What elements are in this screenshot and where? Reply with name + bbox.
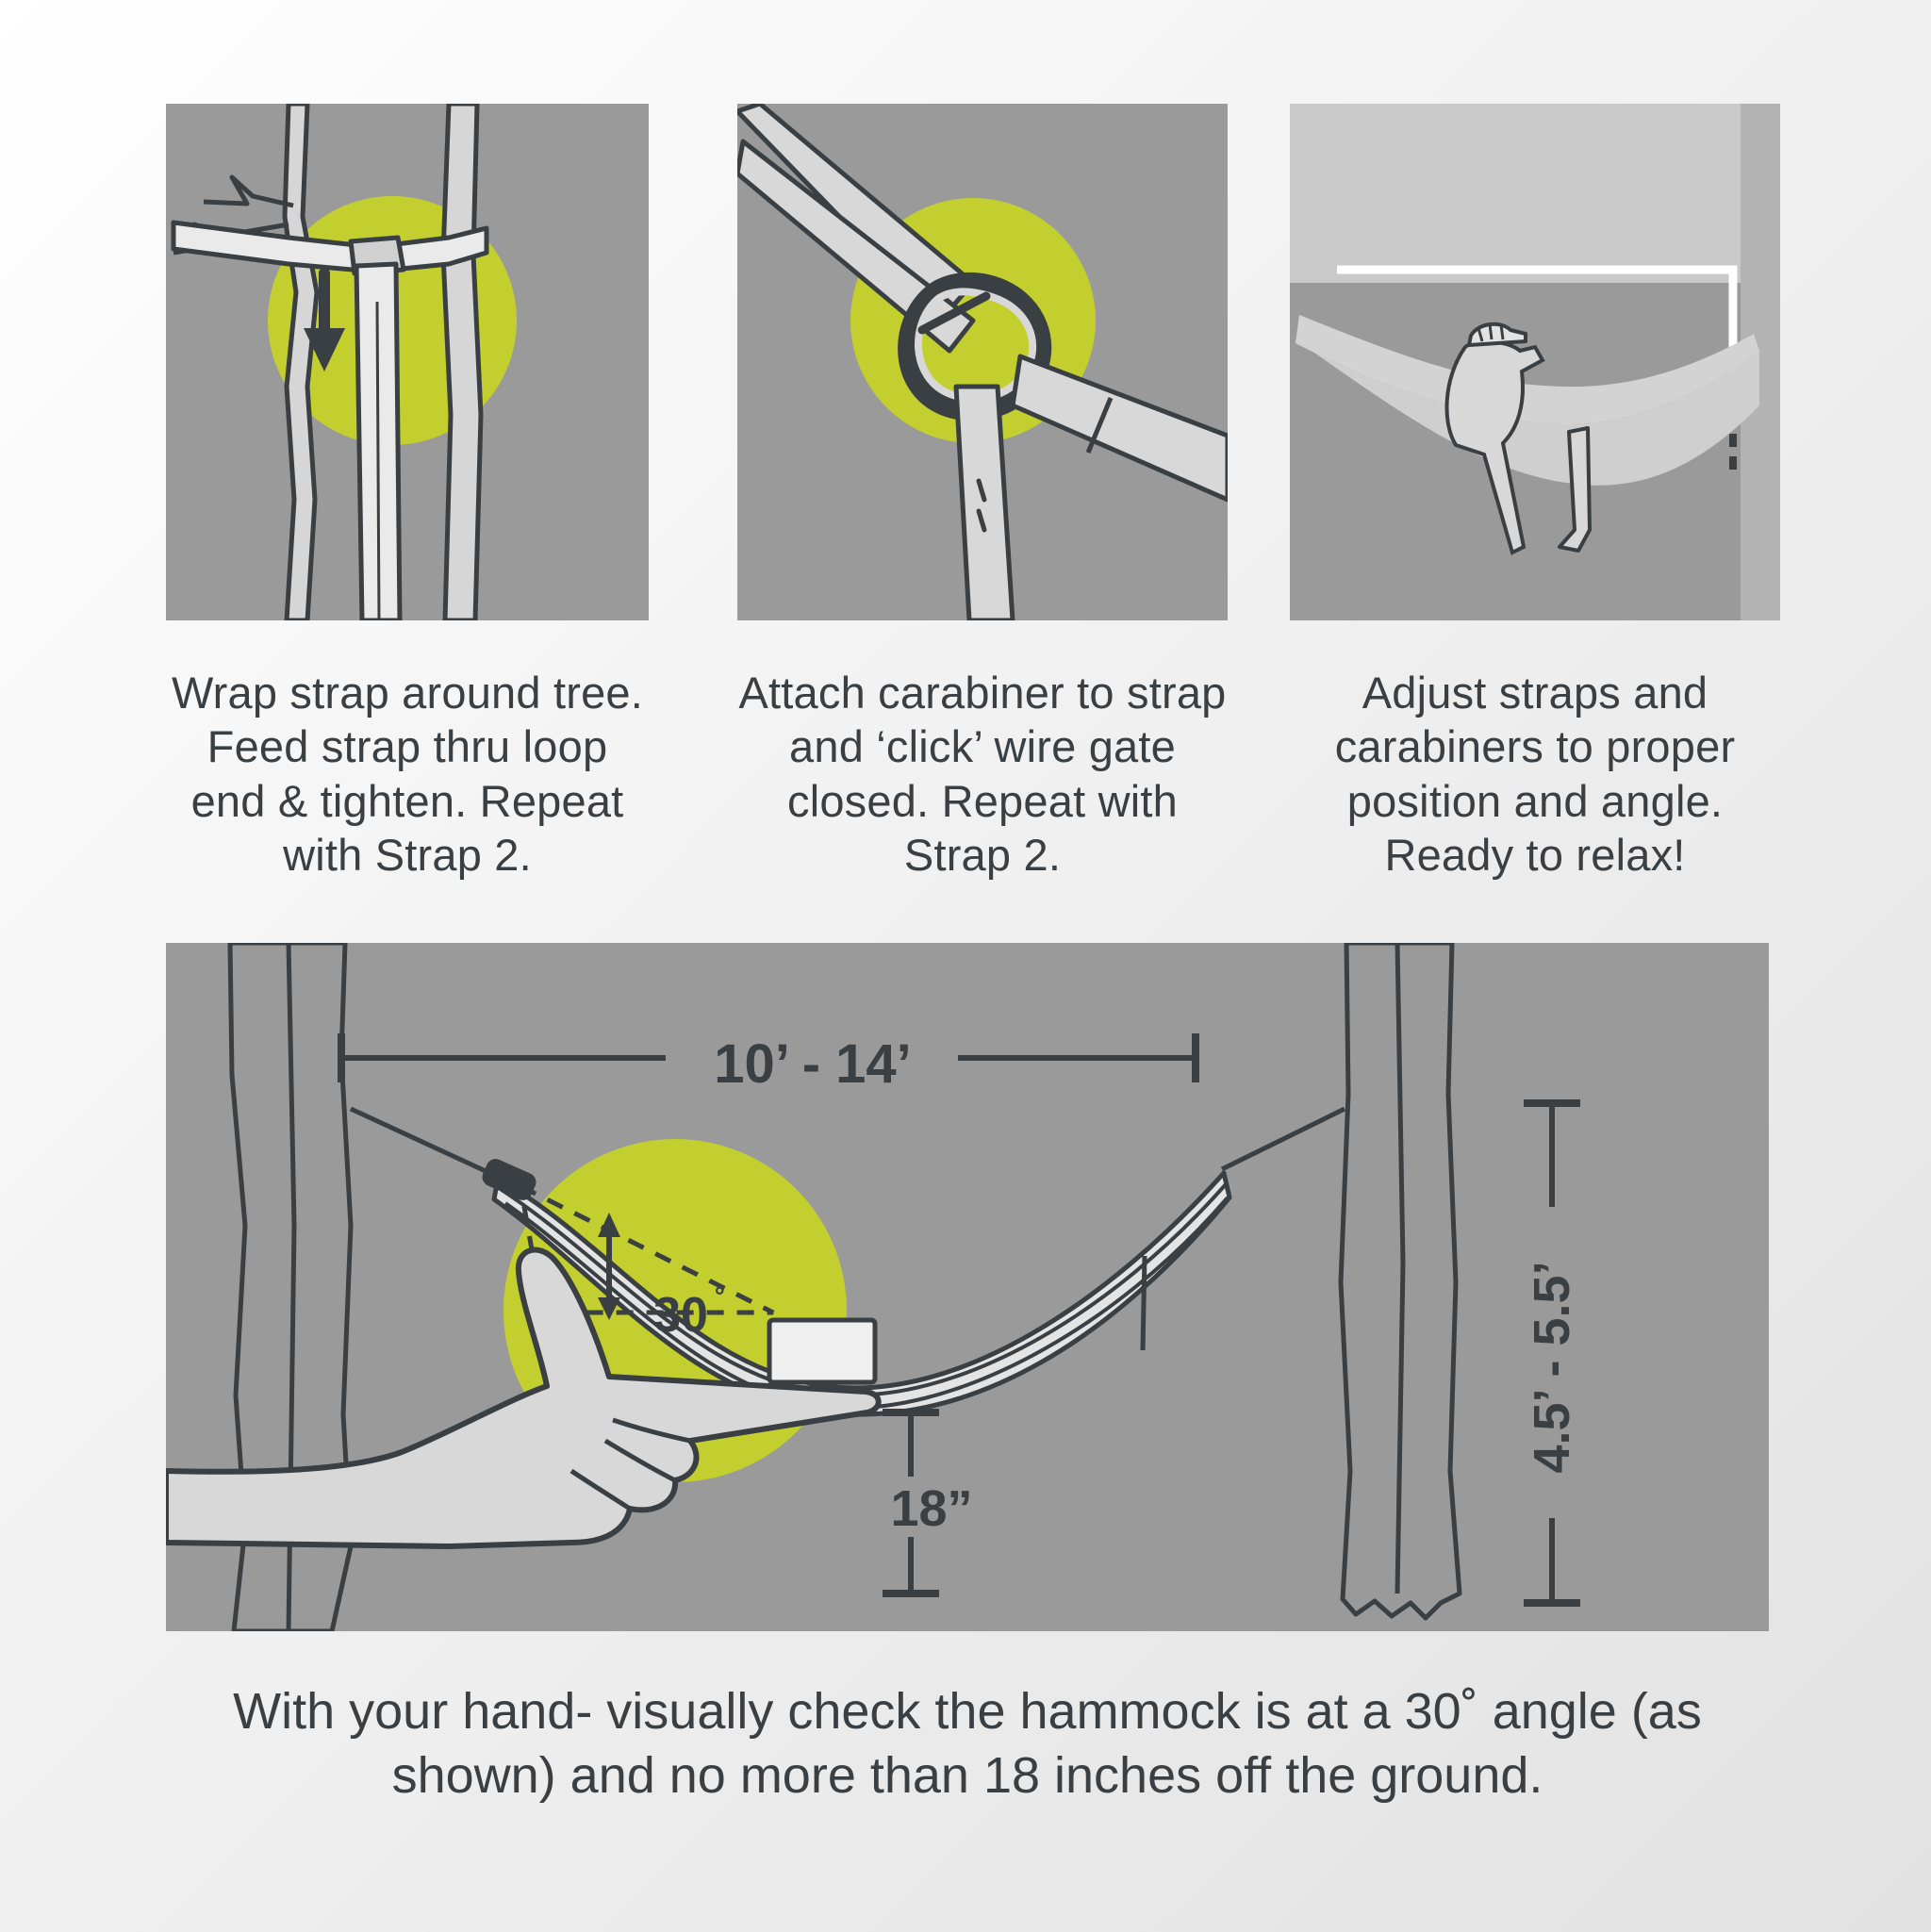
height-label: 4.5’ - 5.5’ xyxy=(1524,1261,1580,1474)
hammock-hang-measurement-diagram xyxy=(166,943,1769,1631)
hammock-relax-illustration xyxy=(1290,104,1780,620)
step-wrap-strap xyxy=(166,104,649,882)
angle-label: 30 xyxy=(653,1288,708,1343)
strap-around-tree-illustration xyxy=(166,104,649,620)
step-caption: Adjust straps and carabiners to proper position and angle. Ready to relax! xyxy=(1334,668,1736,880)
clearance-label: 18” xyxy=(890,1480,973,1537)
measurement-section xyxy=(166,943,1769,1808)
span-label: 10’ - 14’ xyxy=(714,1033,912,1095)
angle-degree-symbol: ˚ xyxy=(715,1284,726,1320)
diagram-caption: With your hand- visually check the hammock is at a 30˚ angle (as shown) and no more than 18 inches off the ground. xyxy=(233,1683,1702,1804)
step-caption: Attach carabiner to strap and ‘click’ wire gate closed. Repeat with Strap 2. xyxy=(738,668,1227,880)
step-adjust xyxy=(1290,104,1780,882)
step-attach-carabiner xyxy=(737,104,1228,882)
carabiner-attach-illustration xyxy=(737,104,1228,620)
step-caption: Wrap strap around tree. Feed strap thru loop end & tighten. Repeat with Strap 2. xyxy=(171,668,644,880)
steps-row xyxy=(0,0,1931,924)
